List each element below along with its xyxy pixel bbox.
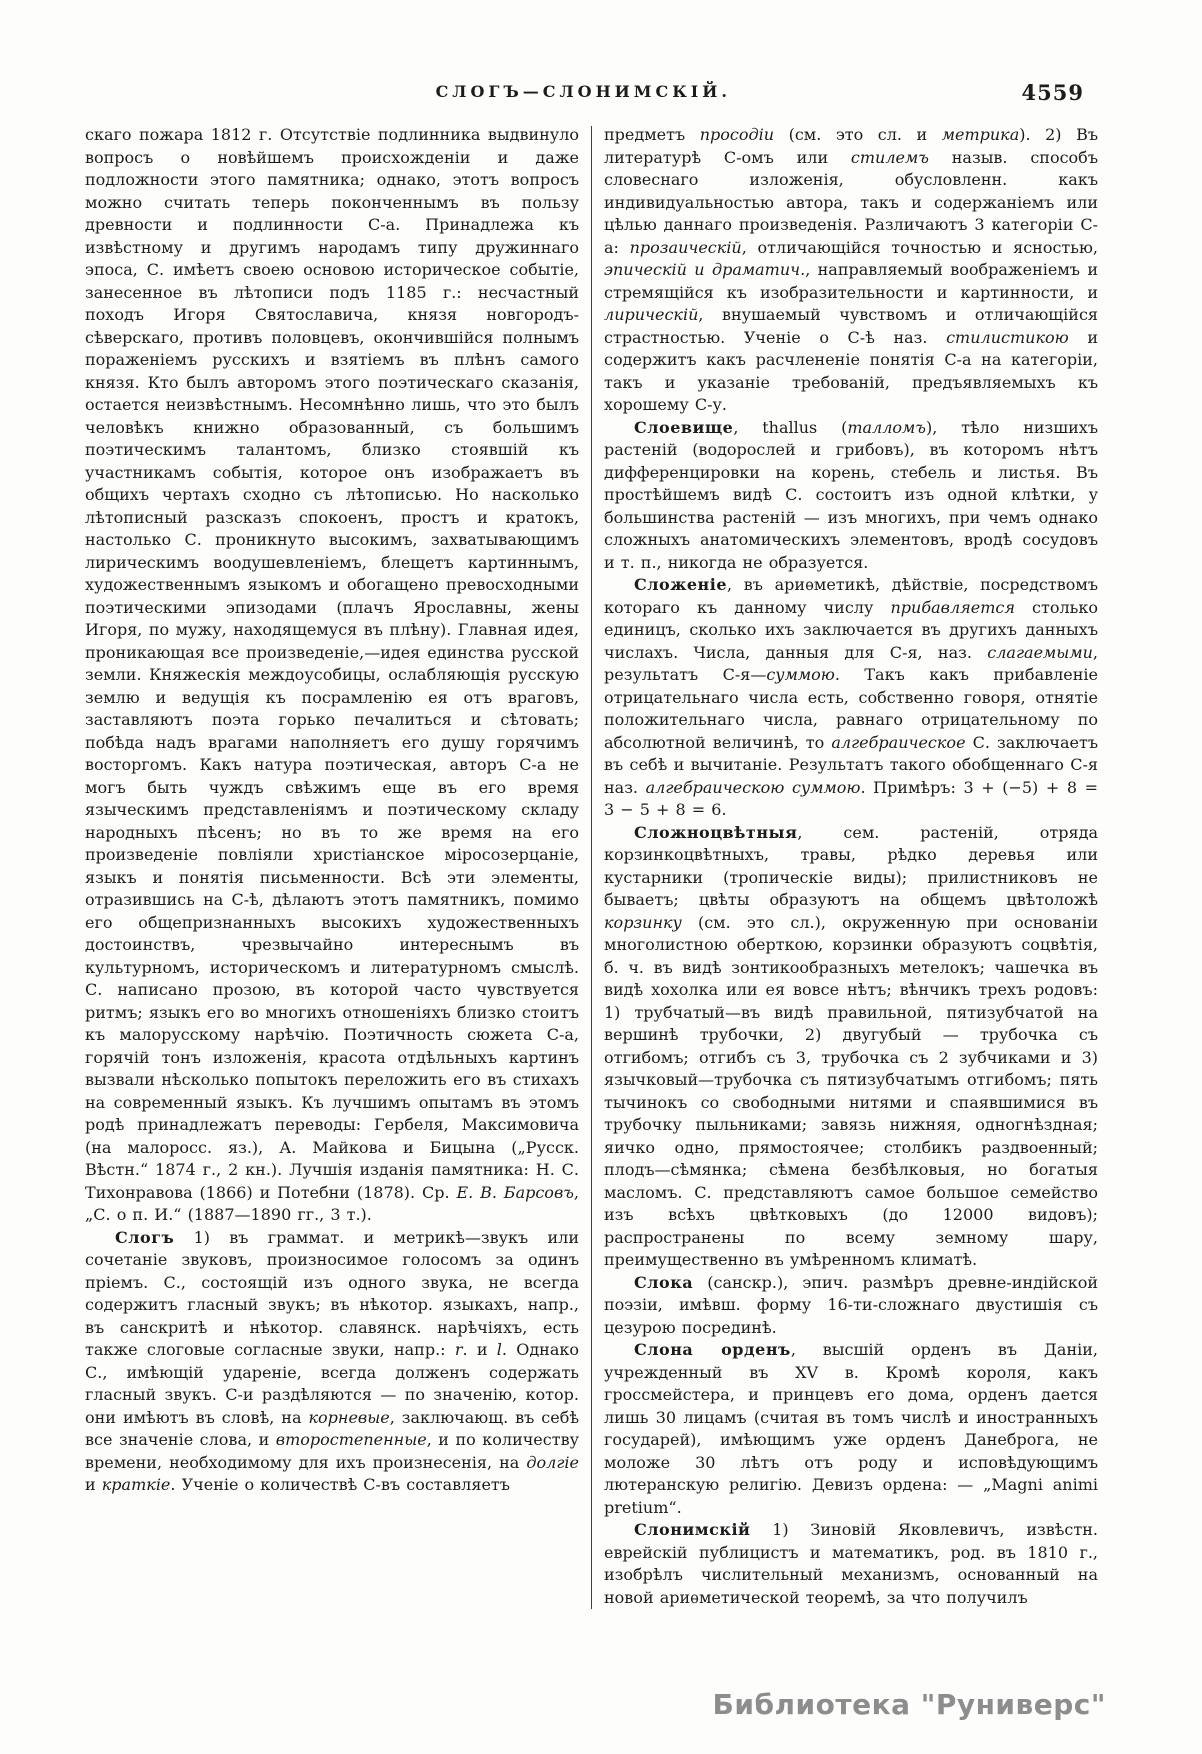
text-run: предметъ <box>604 125 700 144</box>
text-run: . Ученіе о количествѣ С-въ составляетъ <box>170 1475 510 1494</box>
text-run: второстепенные <box>275 1430 427 1449</box>
text-run: , направляемый воображеніемъ и стремящійся къ изобразительности и картинности, и <box>604 260 1099 302</box>
entry-headword: Слока <box>634 1272 694 1292</box>
running-title: СЛОГЪ—СЛОНИМСКІЙ. <box>435 82 731 101</box>
text-run: алгебраическое <box>831 732 966 752</box>
text-run: стилистикою <box>946 327 1069 347</box>
paragraph-slog <box>85 1227 579 1497</box>
text-run: лирическій <box>604 305 699 324</box>
text-run: r <box>454 1340 463 1359</box>
text-run: алгебраическою суммою <box>645 777 861 797</box>
paragraph-slozhnotsvetnyya <box>604 822 1098 1272</box>
text-columns <box>0 116 1202 1609</box>
text-run: талломъ <box>847 417 926 437</box>
page-header <box>0 80 1202 116</box>
text-run: (см. это сл. и <box>774 125 942 144</box>
text-run: Е. В. Барсовъ <box>456 1182 574 1202</box>
text-run: и содержитъ какъ расчлененіе понятія С-а на категоріи, такъ и указаніе требованій, предъявляемыхъ къ хорошему С-у. <box>604 327 1099 414</box>
paragraph-slovo-o-polku-igoreve-continuation <box>85 124 579 1227</box>
text-run: 1) Зиновій Яковлевичъ, извѣстн. еврейскій публицистъ и математикъ, род. въ 1810 г., изобрѣлъ числительный механизмъ, основанный на новой ариѳметической теоремѣ, за что получилъ <box>604 1520 1098 1607</box>
entry-headword: Слона орденъ <box>634 1340 791 1359</box>
paragraph-slonimskiy <box>604 1519 1098 1609</box>
text-run: . Примѣръ: 3 + (−5) + 8 = 3 − 5 + 8 = 6. <box>604 777 1098 819</box>
text-run: . Такъ какъ прибавленіе отрицательнаго числа есть, собственно говоря, отнятіе положительнаго числа, равнаго отрицательному по абсолютной величинѣ, то <box>604 665 1098 752</box>
text-run: . и <box>462 1340 497 1359</box>
text-run: столько единицъ, сколько ихъ заключается въ другихъ данныхъ числахъ. Числа, данныя для С-я, наз. <box>604 597 1098 662</box>
entry-headword: Слонимскій <box>634 1520 751 1539</box>
text-run: ). 2) Въ литературѣ С-омъ или <box>604 125 1098 167</box>
text-run: эпическій и драматич. <box>604 260 806 279</box>
text-run: , высшій орденъ въ Даніи, учрежденный въ XV в. Кромѣ короля, какъ гроссмейстера, и принцевъ его дома, орденъ дается лишь 30 лицамъ (считая въ томъ числѣ и иностранныхъ государей), имѣющимъ уже орденъ Данеброга, не моложе 30 лѣтъ отъ роду и исповѣдующимъ лютеранскую религію. Девизъ ордена: — „Magni animi pretium“. <box>604 1340 1099 1517</box>
left-column <box>85 124 579 1609</box>
paragraph-sloka <box>604 1272 1098 1340</box>
entry-headword: Слоевище <box>634 417 734 437</box>
entry-headword: Сложеніе <box>634 575 727 594</box>
paragraph-slog-continuation <box>604 124 1098 417</box>
text-run: просодіи <box>699 125 775 144</box>
text-run: , отличающійся точностью и ясностью, <box>741 237 1099 257</box>
page-number: 4559 <box>1021 80 1084 105</box>
text-run: назыв. способъ словеснаго изложенія, обусловленн. какъ индивидуальностью автора, такъ и содержаніемъ или цѣлью даннаго произведенія. Различаютъ 3 категоріи С-а: <box>604 147 1098 257</box>
text-run: ), тѣло низшихъ растеній (водорослей и грибовъ), въ которомъ нѣтъ дифференцировки на корень, стебель и листья. Въ простѣйшемъ видѣ С. состоитъ изъ одной клѣтки, у большинства растеній — изъ многихъ, при чемъ однако сложныхъ анатомическихъ элементовъ, вродѣ сосудовъ и т. п., никогда не образуется. <box>604 417 1098 572</box>
text-run: метрика <box>941 125 1020 144</box>
right-column <box>604 124 1098 1609</box>
text-run: , въ ариѳметикѣ, дѣйствіе, посредствомъ котораго къ данному числу <box>604 575 1098 617</box>
column-divider-rule <box>591 126 592 1609</box>
text-run: корневые <box>308 1407 390 1427</box>
paragraph-sloyevishche <box>604 417 1098 575</box>
text-run: долгіе <box>526 1452 579 1472</box>
text-run: краткіе <box>101 1475 171 1494</box>
entry-headword: Сложноцвѣтныя <box>634 822 798 842</box>
text-run: (санскр.), эпич. размѣръ древне-индійской поэзіи, имѣвш. форму 16-ти-сложнаго двустишія съ цезурою посрединѣ. <box>604 1272 1098 1337</box>
text-run: слагаемыми <box>987 642 1093 662</box>
text-run: . Однако С., имѣющій удареніе, всегда долженъ содержать гласный звукъ. С-и раздѣляются — по значенію, котор. они имѣютъ въ словѣ, на <box>85 1340 580 1427</box>
text-run: , и по количеству времени, необходимому для ихъ произнесенія, на <box>85 1430 580 1472</box>
text-run: , заключающ. въ себѣ все значеніе слова, и <box>85 1407 580 1449</box>
text-run: корзинку <box>604 912 682 932</box>
text-run: , результатъ С-я— <box>604 642 1098 684</box>
text-run: l <box>496 1340 502 1359</box>
text-run: 1) въ граммат. и метрикѣ—звукъ или сочетаніе звуковъ, произносимое голосомъ за одинъ пріемъ. С., состоящій изъ одного звука, не всегда содержитъ гласный звукъ; въ нѣкотор. языкахъ, напр., въ санскритѣ и нѣкотор. славянск. нарѣчіяхъ, есть также слоговые согласные звуки, напр.: <box>85 1227 579 1359</box>
text-run: (см. это сл.), окруженную при основаніи многолистною оберткою, корзинки образуютъ соцвѣтія, б. ч. въ видѣ зонтикообразныхъ метелокъ; чашечка въ видѣ хохолка или ея вовсе нѣтъ; вѣнчикъ трехъ родовъ: 1) трубчатый—въ видѣ правильной, пятизубчатой на вершинѣ трубочки, 2) двугубый — трубочка съ отгибомъ; отгибъ съ 3, трубочка съ 2 зубчиками и 3) язычковый—трубочка съ пятизубчатымъ отгибомъ; пять тычинокъ со свободными нитями и спаявшимися въ трубочку пыльниками; завязь нижняя, одногнѣздная; яичко одно, прямостоячее; столбикъ раздвоенный; плодъ—сѣмянка; сѣмена безбѣлковыя, но богатыя масломъ. С. представляютъ самое большое семейство изъ всѣхъ цвѣтковыхъ (до 12000 видовъ); распространены по всему земному шару, преимущественно въ умѣренномъ климатѣ. <box>604 912 1098 1269</box>
text-run: прибавляется <box>890 597 1015 617</box>
paragraph-slona-orden <box>604 1339 1098 1519</box>
text-run: прозаическій <box>629 237 742 257</box>
entry-headword: Слогъ <box>115 1227 175 1247</box>
library-watermark: Библиотека "Руниверс" <box>712 1688 1106 1721</box>
text-run: , внушаемый чувствомъ и отличающійся страстностью. Ученіе о С-ѣ наз. <box>604 305 1098 347</box>
text-run: и <box>85 1475 102 1494</box>
text-run: скаго пожара 1812 г. Отсутствіе подлинника выдвинуло вопросъ о новѣйшемъ происхожденіи и даже подложности этого памятника; однако, этотъ вопросъ можно считать теперь поконченнымъ въ пользу древности и подлинности С-а. Принадлежа къ извѣстному и другимъ народамъ типу дружиннаго эпоса, С. имѣетъ своею основою историческое событіе, занесенное въ лѣтописи подъ 1185 г.: несчастный походъ Игоря Святославича, князя новгородъ-сѣверскаго, противъ половцевъ, окончившійся полнымъ пораженіемъ русскихъ и взятіемъ въ плѣнъ самого князя. Кто былъ авторомъ этого поэтическаго сказанія, остается неизвѣстнымъ. Несомнѣнно лишь, что это былъ человѣкъ книжно образованный, съ большимъ поэтическимъ талантомъ, близко стоявшій къ участникамъ событія, которое онъ изображаетъ въ общихъ чертахъ сходно съ лѣтописью. Но насколько лѣтописный разсказъ спокоенъ, простъ и кратокъ, настолько С. проникнуто высокимъ, захватывающимъ лирическимъ воодушевленіемъ, блещетъ картиннымъ, художественнымъ языкомъ и обогащено превосходными поэтическими эпизодами (плачъ Ярославны, жены Игоря, по мужу, находящемуся въ плѣну). Главная идея, проникающая все произведеніе,—идея единства русской земли. Княжескія междоусобицы, ослабляющія русскую землю и ведущія къ посрамленію ея отъ враговъ, заставляютъ поэта горько печалиться и сѣтовать; побѣда надъ врагами наполняетъ его душу горячимъ восторгомъ. Какъ натура поэтическая, авторъ С-а не могъ быть чуждъ свѣжимъ еще въ его время языческимъ представленіямъ и поэтическому складу народныхъ пѣсенъ; но въ то же время на его произведеніе повліяли христіанское міросозерцаніе, языкъ и понятія письменности. Всѣ эти элементы, отразившись на С-ѣ, дѣлаютъ этотъ памятникъ, помимо его общепризнанныхъ высокихъ художественныхъ достоинствъ, чрезвычайно интереснымъ въ культурномъ, историческомъ и литературномъ смыслѣ. С. написано прозою, въ которой часто чувствуется ритмъ; языкъ его во многихъ отношеніяхъ близко стоитъ къ малорусскому нарѣчію. Поэтичность сюжета С-а, горячій тонъ изложенія, красота отдѣльныхъ картинъ вызвали нѣсколько попытокъ переложить его въ стихахъ на современный языкъ. Къ лучшимъ опытамъ въ этомъ родѣ принадлежатъ переводы: Гербеля, Максимовича (на малоросс. яз.), А. Майкова и Бицына („Русск. Вѣстн.“ 1874 г., 2 кн.). Лучшія изданія памятника: Н. С. Тихонравова (1866) и Потебни (1878). Ср. <box>85 125 579 1202</box>
text-run: , сем. растеній, отряда корзинкоцвѣтныхъ, травы, рѣдко деревья или кустарники (тропическіе виды); прилистниковъ не бываетъ; цвѣты образуютъ на общемъ цвѣтоложѣ <box>604 822 1098 909</box>
text-run: С. заключаетъ въ себѣ и вычитаніе. Результатъ такого обобщеннаго С-я наз. <box>604 732 1099 797</box>
text-run: стилемъ <box>850 147 929 167</box>
text-run: , thallus ( <box>733 417 848 437</box>
text-run: , „С. о п. И.“ (1887—1890 гг., 3 т.). <box>85 1182 580 1224</box>
text-run: суммою <box>766 665 835 684</box>
paragraph-slozhenie <box>604 574 1098 822</box>
